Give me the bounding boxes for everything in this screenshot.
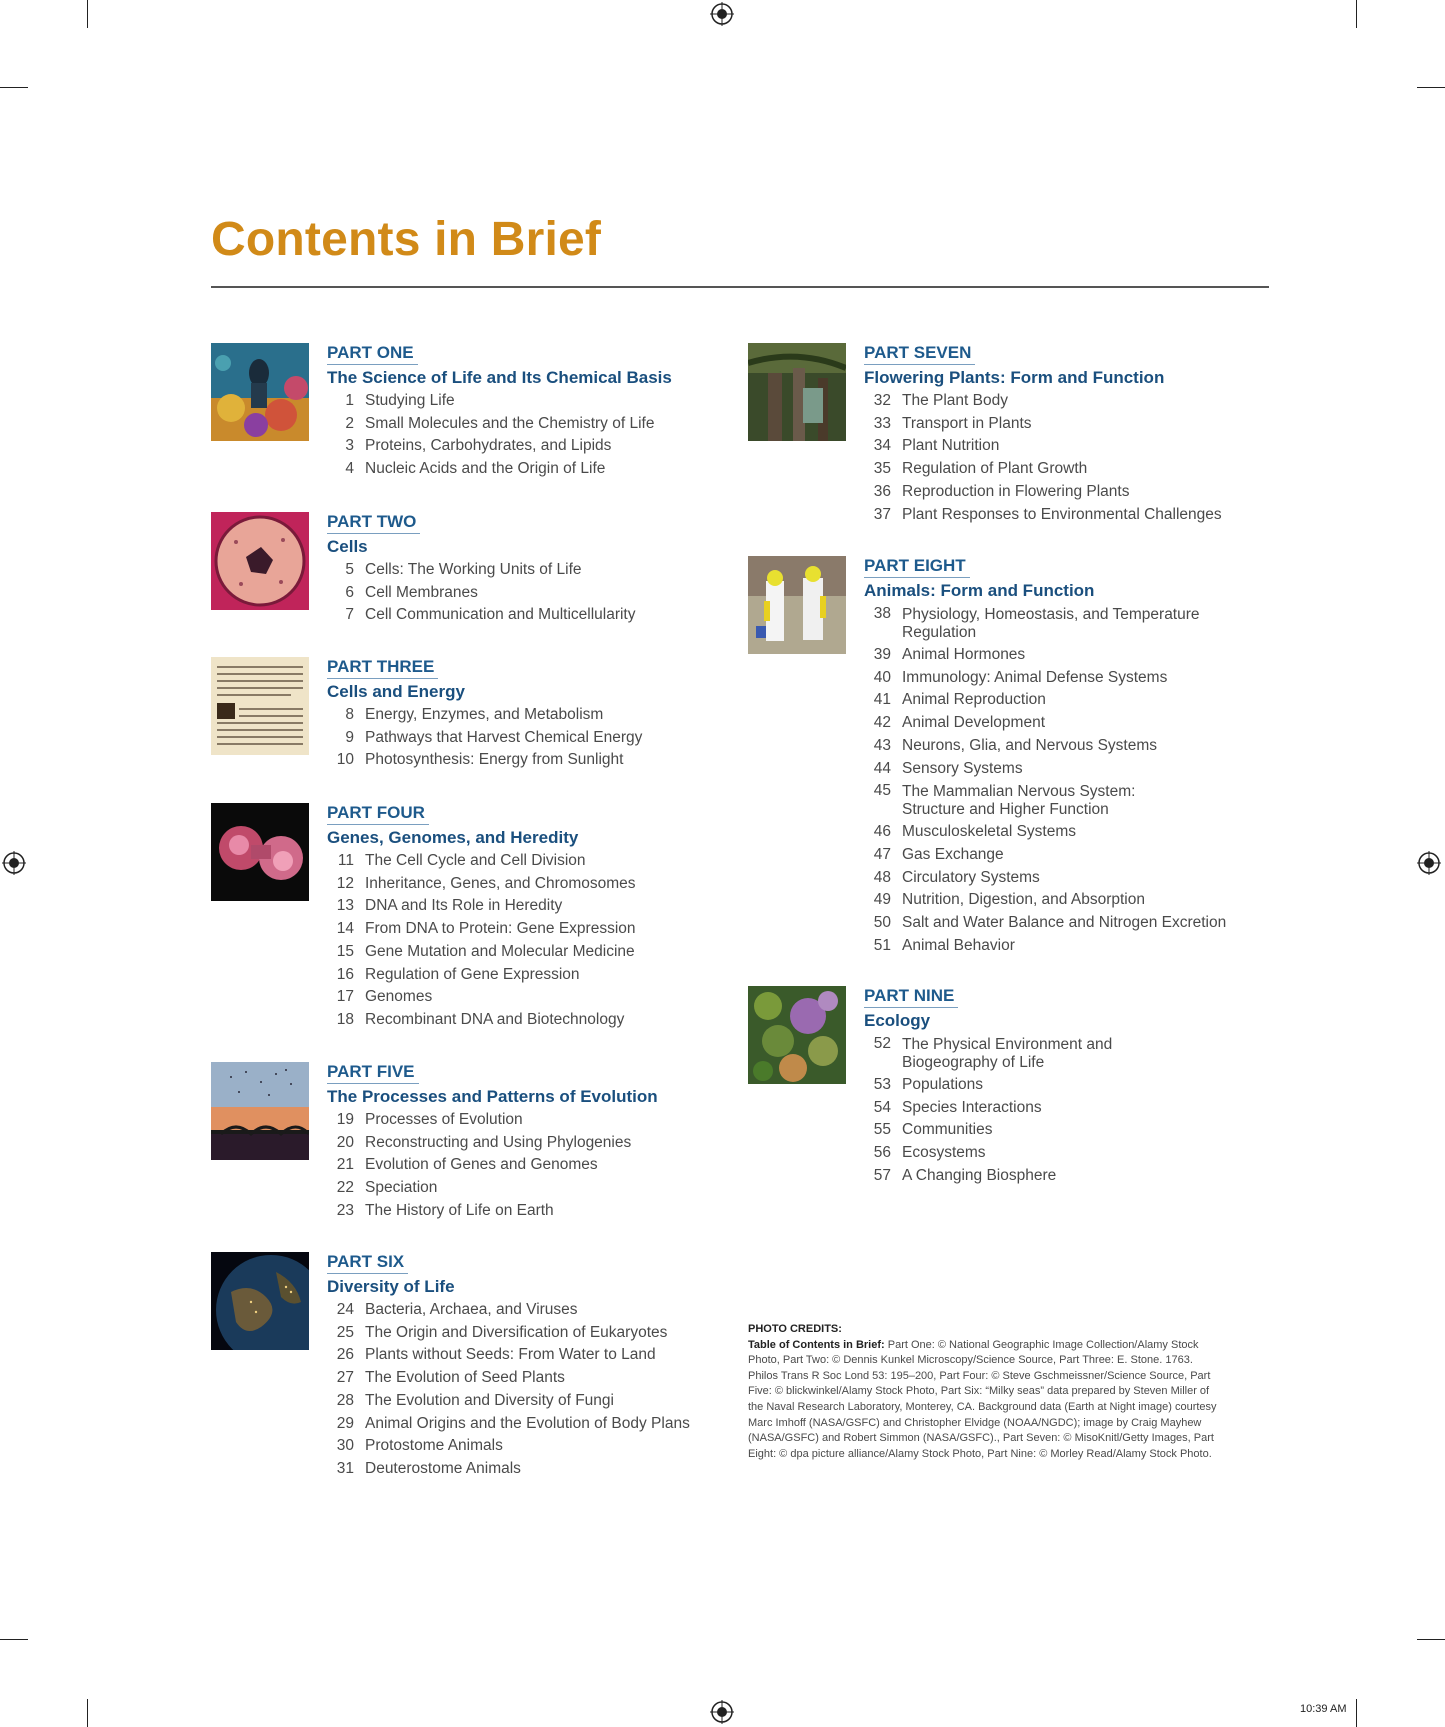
chapter-title: Plant Nutrition: [902, 437, 1000, 455]
chapter-number: 10: [336, 751, 354, 769]
chapter-entry: [864, 1074, 1244, 1097]
chapter-title: The Physical Environment and Biogeography of Life: [902, 1036, 1113, 1071]
chapter-title: Speciation: [365, 1179, 438, 1197]
chapter-number: 14: [336, 920, 354, 938]
registration-mark-icon: [1417, 851, 1441, 875]
chapter-title: Sensory Systems: [902, 759, 1023, 777]
chapter-entry: [864, 390, 1244, 413]
chapter-number: 29: [336, 1414, 354, 1432]
registration-mark-icon: [2, 851, 26, 875]
chapter-number: 21: [336, 1156, 354, 1174]
chapter-entry: [864, 780, 1244, 821]
chapter-title: Protostome Animals: [365, 1437, 503, 1455]
part-text: [864, 556, 1244, 957]
chapter-title: Reproduction in Flowering Plants: [902, 482, 1130, 500]
chapter-title: The Evolution and Diversity of Fungi: [365, 1391, 614, 1409]
chapter-entry: [327, 850, 707, 873]
chapter-number: 37: [873, 505, 891, 523]
crop-mark: [87, 0, 88, 28]
chapter-title: Animal Reproduction: [902, 691, 1046, 709]
chapter-title: Animal Behavior: [902, 936, 1015, 954]
chapter-title: DNA and Its Role in Heredity: [365, 897, 563, 915]
credits-text: Part One: © National Geographic Image Collection/Alamy Stock Photo, Part Two: © Dennis Kunkel Microscopy/Science Source, Part Three: E. Stone. 1763. Philos Trans R Soc Lond 53: 195–200, Part Four: © Steve Gschmeissner/Science Source, Part Five: © blickwinkel/Alamy Stock Photo, Part Six: “Milky seas” data prepared by Steven Miller of the Naval Research Laboratory, Monterey, CA. Background data (Earth at Night image) courtesy Marc Imhoff (NASA/GSFC) and Christopher Elvidge (NOAA/NGDC); image by Craig Mayhew (NASA/GSFC) and Robert Simmon (NASA/GSFC)., Part Seven: © MisoKnitl/Getty Images, Part Eight: © dpa picture alliance/Alamy Stock Photo, Part Nine: © Morley Read/Alamy Stock Photo.: [748, 1338, 1217, 1460]
part-number: PART SIX: [327, 1252, 408, 1274]
chapter-number: 55: [873, 1121, 891, 1139]
chapter-title: From DNA to Protein: Gene Expression: [365, 920, 636, 938]
chapter-title: Neurons, Glia, and Nervous Systems: [902, 736, 1157, 754]
chapter-number: 4: [345, 460, 354, 478]
chapter-number: 1: [345, 392, 354, 409]
chapter-number: 26: [336, 1346, 354, 1364]
chapter-number: 16: [336, 965, 354, 983]
chapter-title: Evolution of Genes and Genomes: [365, 1156, 598, 1174]
chapter-entry: [327, 1009, 707, 1032]
chapter-entry: [864, 867, 1244, 890]
chapter-entry: [327, 895, 707, 918]
chapter-entry: [327, 1154, 707, 1177]
crop-mark: [1417, 1639, 1445, 1640]
part-number: PART ONE: [327, 343, 418, 365]
chapter-number: 30: [336, 1437, 354, 1455]
chapter-title: A Changing Biosphere: [902, 1166, 1057, 1184]
chapter-title: The Evolution of Seed Plants: [365, 1369, 565, 1387]
chapter-title: Transport in Plants: [902, 414, 1032, 432]
chapter-entry: [327, 604, 707, 627]
chapter-title: Gas Exchange: [902, 845, 1004, 863]
historic-manuscript-image: [211, 657, 309, 755]
chapter-title: Ecosystems: [902, 1144, 986, 1162]
chapter-number: 43: [873, 736, 891, 754]
chapter-number: 8: [345, 706, 354, 723]
crop-mark: [0, 1639, 28, 1640]
chapter-entry: [327, 1390, 707, 1413]
health-workers-image: [748, 556, 846, 654]
part-number: PART THREE: [327, 657, 438, 679]
chapter-title: Circulatory Systems: [902, 868, 1040, 886]
chapter-title: Bacteria, Archaea, and Viruses: [365, 1301, 578, 1318]
chapter-title: Deuterostome Animals: [365, 1459, 521, 1477]
chapter-title: Regulation of Plant Growth: [902, 460, 1088, 478]
chapter-number: 12: [336, 874, 354, 892]
chapter-number: 45: [873, 782, 891, 800]
part-text: [327, 343, 707, 481]
credits-heading: PHOTO CREDITS:: [748, 1323, 842, 1335]
chapter-number: 19: [336, 1111, 354, 1128]
chapter-title: Cell Membranes: [365, 583, 478, 601]
chapter-title: The Origin and Diversification of Eukaryotes: [365, 1323, 668, 1341]
chapter-title: Processes of Evolution: [365, 1111, 523, 1128]
chapter-title: Cells: The Working Units of Life: [365, 561, 582, 578]
chapter-title: Proteins, Carbohydrates, and Lipids: [365, 437, 612, 455]
chapter-entry: [864, 504, 1244, 527]
photo-credits: [748, 1322, 1218, 1462]
part-title: Genes, Genomes, and Heredity: [327, 828, 579, 847]
chapter-number: 32: [873, 392, 891, 409]
earth-at-night-image: [211, 1252, 309, 1350]
chapter-title: Immunology: Animal Defense Systems: [902, 668, 1168, 686]
chapter-title: Plant Responses to Environmental Challenges: [902, 505, 1222, 523]
chapter-title: Recombinant DNA and Biotechnology: [365, 1010, 625, 1028]
chapter-entry: [864, 935, 1244, 958]
chapter-number: 41: [873, 691, 891, 709]
chapter-title: Communities: [902, 1121, 993, 1139]
crop-mark: [1417, 87, 1445, 88]
chapter-entry: [327, 1435, 707, 1458]
chapter-number: 23: [336, 1201, 354, 1219]
chapter-title: Genomes: [365, 988, 433, 1006]
part-text: [327, 1062, 707, 1223]
chapter-number: 56: [873, 1144, 891, 1162]
chapter-number: 39: [873, 646, 891, 663]
chapter-entry: [864, 689, 1244, 712]
chapter-entry: [327, 727, 707, 750]
crop-mark: [1356, 0, 1357, 28]
chapter-entry: [327, 1458, 707, 1481]
banyan-tree-image: [748, 343, 846, 441]
part-title: Ecology: [864, 1011, 931, 1030]
chapter-title: Pathways that Harvest Chemical Energy: [365, 728, 643, 746]
chapter-title: The Mammalian Nervous System: Structure and Higher Function: [902, 783, 1136, 819]
chapter-entry: [864, 1033, 1244, 1074]
part-text: [327, 1252, 707, 1481]
chapter-number: 22: [336, 1179, 354, 1197]
chapter-number: 47: [873, 845, 891, 863]
credits-label: Table of Contents in Brief:: [748, 1338, 885, 1351]
chapter-entry: [864, 413, 1244, 436]
part-title: The Science of Life and Its Chemical Basis: [327, 368, 672, 387]
chapter-title: Plants without Seeds: From Water to Land: [365, 1346, 656, 1364]
chapter-number: 51: [873, 936, 891, 954]
chapter-entry: [327, 458, 707, 481]
chapter-entry: [327, 435, 707, 458]
part-number: PART FOUR: [327, 803, 429, 825]
print-timestamp: 10:39 AM: [1300, 1703, 1347, 1715]
part-title: Cells: [327, 537, 368, 556]
chapter-title: Energy, Enzymes, and Metabolism: [365, 706, 604, 723]
chapter-entry: [327, 413, 707, 436]
chapter-title: Salt and Water Balance and Nitrogen Excretion: [902, 914, 1227, 932]
chapter-title: Small Molecules and the Chemistry of Life: [365, 414, 655, 432]
part-text: [864, 343, 1244, 526]
chapter-title: Species Interactions: [902, 1098, 1042, 1116]
crop-mark: [0, 87, 28, 88]
part-title: Diversity of Life: [327, 1277, 455, 1296]
part-number: PART SEVEN: [864, 343, 975, 365]
chapter-entry: [327, 704, 707, 727]
registration-mark-icon: [710, 1700, 734, 1724]
chapter-title: Physiology, Homeostasis, and Temperature Regulation: [902, 606, 1200, 641]
chapter-number: 20: [336, 1133, 354, 1151]
chapter-number: 57: [873, 1166, 891, 1184]
chapter-number: 36: [873, 482, 891, 500]
chapter-number: 24: [336, 1301, 354, 1318]
chapter-entry: [864, 458, 1244, 481]
part-title: Flowering Plants: Form and Function: [864, 368, 1165, 387]
chapter-entry: [864, 435, 1244, 458]
part-title: Animals: Form and Function: [864, 581, 1095, 600]
chapter-number: 54: [873, 1098, 891, 1116]
chapter-title: The History of Life on Earth: [365, 1201, 554, 1219]
part-text: [327, 803, 707, 1032]
cell-micrograph-image: [211, 512, 309, 610]
chapter-number: 18: [336, 1010, 354, 1028]
chapter-entry: [864, 667, 1244, 690]
chapter-entry: [864, 1097, 1244, 1120]
part-number: PART FIVE: [327, 1062, 419, 1084]
chapter-entry: [327, 986, 707, 1009]
chapter-entry: [864, 844, 1244, 867]
chapter-title: Cell Communication and Multicellularity: [365, 606, 636, 624]
chapter-entry: [327, 873, 707, 896]
chapter-title: Nutrition, Digestion, and Absorption: [902, 891, 1145, 909]
chapter-entry: [864, 603, 1244, 644]
chapter-entry: [864, 1142, 1244, 1165]
chapter-number: 50: [873, 914, 891, 932]
part-number: PART TWO: [327, 512, 420, 534]
title-rule: [211, 286, 1269, 288]
chapter-entry: [864, 481, 1244, 504]
chapter-entry: [327, 918, 707, 941]
chapter-number: 9: [345, 728, 354, 746]
chapter-entry: [327, 1299, 707, 1322]
part-text: [864, 986, 1244, 1188]
chapter-number: 31: [336, 1459, 354, 1477]
chapter-number: 40: [873, 668, 891, 686]
chapter-title: Inheritance, Genes, and Chromosomes: [365, 874, 636, 892]
chapter-entry: [327, 1177, 707, 1200]
part-title: Cells and Energy: [327, 682, 465, 701]
chapter-entry: [864, 758, 1244, 781]
chapter-entry: [327, 964, 707, 987]
chapter-title: Musculoskeletal Systems: [902, 823, 1077, 841]
chapter-entry: [864, 735, 1244, 758]
page-title: Contents in Brief: [211, 213, 602, 266]
part-title: The Processes and Patterns of Evolution: [327, 1087, 658, 1106]
chapter-title: Studying Life: [365, 392, 455, 409]
chapter-entry: [327, 1322, 707, 1345]
crop-mark: [1356, 1699, 1357, 1727]
chapter-title: Reconstructing and Using Phylogenies: [365, 1133, 632, 1151]
chapter-number: 46: [873, 823, 891, 841]
chapter-number: 52: [873, 1035, 891, 1052]
part-text: [327, 512, 707, 627]
chapter-number: 33: [873, 414, 891, 432]
chapter-number: 13: [336, 897, 354, 915]
bats-over-bridge-image: [211, 1062, 309, 1160]
chapter-entry: [327, 749, 707, 772]
coral-reef-diver-image: [211, 343, 309, 441]
crop-mark: [87, 1699, 88, 1727]
chapter-title: Animal Origins and the Evolution of Body Plans: [365, 1414, 690, 1432]
chapter-entry: [864, 1119, 1244, 1142]
chapter-entry: [864, 821, 1244, 844]
chapter-entry: [864, 712, 1244, 735]
chapter-number: 3: [345, 437, 354, 455]
dividing-cell-image: [211, 803, 309, 901]
chapter-number: 6: [345, 583, 354, 601]
chapter-number: 34: [873, 437, 891, 455]
chapter-title: Animal Development: [902, 714, 1046, 732]
chapter-entry: [327, 1367, 707, 1390]
chapter-number: 5: [345, 561, 354, 578]
part-text: [327, 657, 707, 772]
chapter-entry: [864, 644, 1244, 667]
chapter-number: 35: [873, 460, 891, 478]
chapter-number: 11: [337, 852, 354, 869]
chapter-number: 42: [873, 714, 891, 732]
chapter-entry: [327, 1132, 707, 1155]
chapter-entry: [327, 1413, 707, 1436]
chapter-entry: [327, 1109, 707, 1132]
chapter-number: 17: [336, 988, 354, 1006]
chapter-entry: [864, 912, 1244, 935]
chapter-entry: [327, 582, 707, 605]
chapter-number: 2: [345, 414, 354, 432]
chapter-number: 49: [873, 891, 891, 909]
chapter-title: The Cell Cycle and Cell Division: [365, 852, 586, 869]
chapter-number: 48: [873, 868, 891, 886]
garden-flowers-image: [748, 986, 846, 1084]
chapter-entry: [327, 390, 707, 413]
chapter-entry: [327, 1200, 707, 1223]
chapter-title: Animal Hormones: [902, 646, 1026, 663]
chapter-entry: [327, 559, 707, 582]
chapter-title: Regulation of Gene Expression: [365, 965, 580, 983]
chapter-title: Populations: [902, 1076, 984, 1093]
chapter-title: The Plant Body: [902, 392, 1008, 409]
chapter-number: 7: [345, 606, 354, 624]
chapter-entry: [864, 1165, 1244, 1188]
chapter-number: 53: [873, 1076, 891, 1093]
chapter-number: 15: [336, 942, 354, 960]
chapter-number: 38: [873, 605, 891, 622]
chapter-number: 27: [336, 1369, 354, 1387]
chapter-number: 25: [336, 1323, 354, 1341]
chapter-entry: [327, 1344, 707, 1367]
registration-mark-icon: [710, 2, 734, 26]
chapter-entry: [864, 889, 1244, 912]
chapter-title: Nucleic Acids and the Origin of Life: [365, 460, 606, 478]
part-number: PART EIGHT: [864, 556, 970, 578]
chapter-title: Gene Mutation and Molecular Medicine: [365, 942, 635, 960]
chapter-number: 28: [336, 1391, 354, 1409]
part-number: PART NINE: [864, 986, 958, 1008]
chapter-title: Photosynthesis: Energy from Sunlight: [365, 751, 624, 769]
chapter-number: 44: [873, 759, 891, 777]
chapter-entry: [327, 941, 707, 964]
